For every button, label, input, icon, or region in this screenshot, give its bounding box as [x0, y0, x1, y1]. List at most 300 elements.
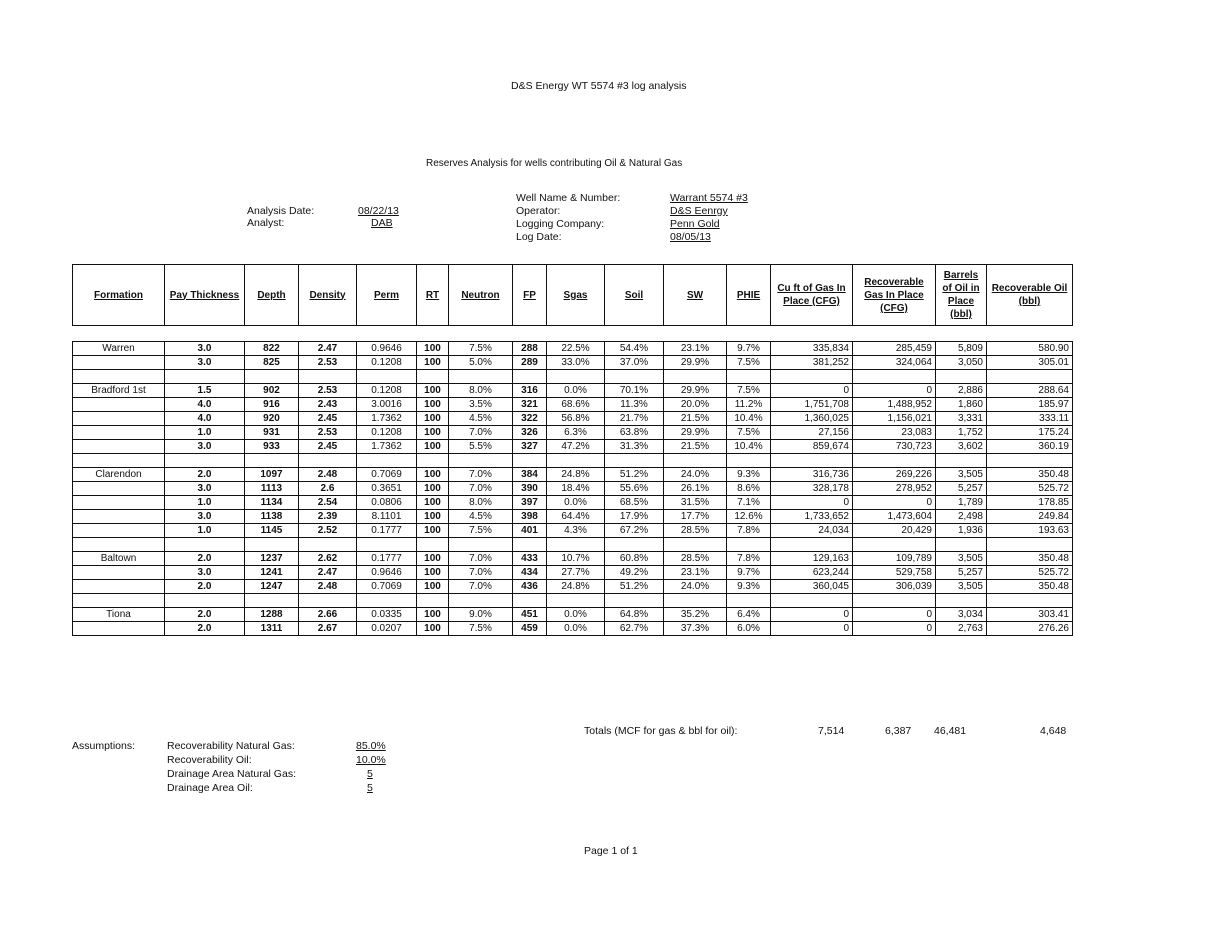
cell-sw — [664, 454, 727, 468]
cell-rt: 100 — [417, 496, 449, 510]
cell-recoverable-oil: 178.85 — [987, 496, 1073, 510]
cell-neutron: 7.0% — [449, 580, 513, 594]
cell-rt: 100 — [417, 482, 449, 496]
well-label: Well Name & Number: — [516, 192, 621, 204]
cell-sgas: 24.8% — [547, 580, 605, 594]
cell-oil-in-place: 1,936 — [936, 524, 987, 538]
cell-recoverable-gas: 0 — [853, 496, 936, 510]
cell-recoverable-gas — [853, 594, 936, 608]
cell-sgas — [547, 594, 605, 608]
cell-sw: 29.9% — [664, 426, 727, 440]
cell-pay-thickness: 4.0 — [165, 398, 245, 412]
cell-depth — [245, 594, 299, 608]
cell-fp: 289 — [513, 356, 547, 370]
cell-phie: 9.7% — [727, 566, 771, 580]
cell-recoverable-oil: 305.01 — [987, 356, 1073, 370]
cell-phie: 9.3% — [727, 580, 771, 594]
cell-recoverable-gas: 730,723 — [853, 440, 936, 454]
table-row — [73, 384, 1073, 398]
cell-fp: 459 — [513, 622, 547, 636]
cell-depth: 902 — [245, 384, 299, 398]
cell-depth: 1134 — [245, 496, 299, 510]
cell-gas-in-place: 1,751,708 — [771, 398, 853, 412]
document-title: D&S Energy WT 5574 #3 log analysis — [511, 80, 687, 92]
cell-rt — [417, 454, 449, 468]
cell-density: 2.66 — [299, 608, 357, 622]
cell-neutron — [449, 370, 513, 384]
cell-formation — [73, 566, 165, 580]
cell-gas-in-place: 0 — [771, 622, 853, 636]
spacer-row — [73, 370, 1073, 384]
table-header — [72, 264, 1073, 326]
cell-fp: 321 — [513, 398, 547, 412]
cell-recoverable-oil: 580.90 — [987, 342, 1073, 356]
cell-depth — [245, 538, 299, 552]
cell-formation: Baltown — [73, 552, 165, 566]
cell-sgas: 22.5% — [547, 342, 605, 356]
cell-neutron: 5.0% — [449, 356, 513, 370]
cell-recoverable-gas: 1,488,952 — [853, 398, 936, 412]
cell-neutron: 9.0% — [449, 608, 513, 622]
cell-soil — [605, 538, 664, 552]
column-header-density: Density — [299, 265, 357, 326]
log-date-label: Log Date: — [516, 231, 562, 243]
cell-perm: 1.7362 — [357, 440, 417, 454]
cell-soil: 54.4% — [605, 342, 664, 356]
cell-rt: 100 — [417, 622, 449, 636]
cell-sgas — [547, 538, 605, 552]
cell-depth: 1311 — [245, 622, 299, 636]
cell-neutron: 7.0% — [449, 552, 513, 566]
cell-density — [299, 594, 357, 608]
cell-recoverable-oil: 333.11 — [987, 412, 1073, 426]
cell-neutron: 7.5% — [449, 524, 513, 538]
cell-perm: 0.1208 — [357, 426, 417, 440]
cell-recoverable-gas: 23,083 — [853, 426, 936, 440]
cell-fp: 390 — [513, 482, 547, 496]
cell-perm: 8.1101 — [357, 510, 417, 524]
assumption-gas-recoverability-value: 85.0% — [356, 740, 386, 752]
spacer-row — [73, 454, 1073, 468]
cell-phie: 7.8% — [727, 552, 771, 566]
cell-phie: 12.6% — [727, 510, 771, 524]
cell-recoverable-gas: 0 — [853, 622, 936, 636]
cell-oil-in-place — [936, 538, 987, 552]
cell-neutron: 4.5% — [449, 510, 513, 524]
table-row — [73, 412, 1073, 426]
cell-formation — [73, 538, 165, 552]
analysis-date-label: Analysis Date: — [247, 205, 315, 217]
cell-rt: 100 — [417, 384, 449, 398]
table-row — [73, 566, 1073, 580]
cell-soil: 60.8% — [605, 552, 664, 566]
cell-soil: 51.2% — [605, 468, 664, 482]
cell-gas-in-place — [771, 594, 853, 608]
reserves-table — [72, 341, 1073, 636]
assumption-oil-drainage-label: Drainage Area Oil: — [167, 782, 253, 794]
cell-perm: 0.9646 — [357, 342, 417, 356]
analyst-value: DAB — [371, 217, 393, 229]
cell-depth: 1247 — [245, 580, 299, 594]
cell-oil-in-place: 3,602 — [936, 440, 987, 454]
cell-pay-thickness: 3.0 — [165, 440, 245, 454]
logging-label: Logging Company: — [516, 218, 605, 230]
cell-oil-in-place: 1,860 — [936, 398, 987, 412]
cell-recoverable-oil: 360.19 — [987, 440, 1073, 454]
cell-recoverable-gas: 0 — [853, 608, 936, 622]
column-header-fp: FP — [513, 265, 547, 326]
cell-pay-thickness: 1.5 — [165, 384, 245, 398]
page-number: Page 1 of 1 — [584, 845, 638, 857]
cell-phie: 7.5% — [727, 384, 771, 398]
cell-depth: 1113 — [245, 482, 299, 496]
table-row — [73, 524, 1073, 538]
cell-density: 2.43 — [299, 398, 357, 412]
cell-fp: 398 — [513, 510, 547, 524]
assumption-gas-recoverability-label: Recoverability Natural Gas: — [167, 740, 295, 752]
cell-recoverable-oil: 288.64 — [987, 384, 1073, 398]
cell-fp: 316 — [513, 384, 547, 398]
cell-density: 2.53 — [299, 356, 357, 370]
cell-neutron: 3.5% — [449, 398, 513, 412]
cell-rt: 100 — [417, 566, 449, 580]
cell-gas-in-place: 328,178 — [771, 482, 853, 496]
cell-pay-thickness: 3.0 — [165, 510, 245, 524]
cell-recoverable-oil — [987, 370, 1073, 384]
cell-neutron — [449, 538, 513, 552]
cell-depth: 822 — [245, 342, 299, 356]
cell-neutron — [449, 454, 513, 468]
cell-oil-in-place: 2,498 — [936, 510, 987, 524]
cell-fp: 433 — [513, 552, 547, 566]
cell-density: 2.52 — [299, 524, 357, 538]
cell-neutron: 7.0% — [449, 426, 513, 440]
header-row — [73, 265, 1073, 326]
cell-perm: 0.1208 — [357, 384, 417, 398]
cell-rt: 100 — [417, 440, 449, 454]
cell-gas-in-place: 623,244 — [771, 566, 853, 580]
cell-oil-in-place — [936, 370, 987, 384]
cell-density: 2.6 — [299, 482, 357, 496]
assumption-oil-recoverability-value: 10.0% — [356, 754, 386, 766]
cell-soil: 11.3% — [605, 398, 664, 412]
cell-recoverable-oil — [987, 454, 1073, 468]
assumption-gas-drainage-value: 5 — [367, 768, 373, 780]
totals-label: Totals (MCF for gas & bbl for oil): — [584, 725, 738, 737]
cell-sw: 31.5% — [664, 496, 727, 510]
cell-neutron: 7.0% — [449, 468, 513, 482]
cell-formation — [73, 496, 165, 510]
cell-oil-in-place: 2,886 — [936, 384, 987, 398]
cell-fp — [513, 538, 547, 552]
cell-sw: 21.5% — [664, 412, 727, 426]
assumption-oil-drainage-value: 5 — [367, 782, 373, 794]
table-row — [73, 440, 1073, 454]
cell-pay-thickness — [165, 538, 245, 552]
cell-oil-in-place: 3,505 — [936, 580, 987, 594]
operator-value: D&S Eenrgy — [670, 205, 728, 217]
cell-density: 2.53 — [299, 426, 357, 440]
cell-depth: 1097 — [245, 468, 299, 482]
total-recoverable-oil: 4,648 — [1040, 725, 1067, 737]
cell-sgas: 68.6% — [547, 398, 605, 412]
cell-density: 2.48 — [299, 468, 357, 482]
table-row — [73, 580, 1073, 594]
cell-fp: 322 — [513, 412, 547, 426]
cell-formation — [73, 524, 165, 538]
cell-soil — [605, 454, 664, 468]
total-oil: 46,481 — [934, 725, 967, 737]
cell-rt — [417, 370, 449, 384]
cell-rt: 100 — [417, 552, 449, 566]
column-header-oil-in-place: Barrels of Oil in Place (bbl) — [936, 265, 987, 326]
cell-depth: 920 — [245, 412, 299, 426]
column-header-formation: Formation — [73, 265, 165, 326]
cell-sgas: 0.0% — [547, 496, 605, 510]
cell-pay-thickness: 1.0 — [165, 496, 245, 510]
cell-oil-in-place: 1,752 — [936, 426, 987, 440]
cell-sw — [664, 538, 727, 552]
cell-gas-in-place: 27,156 — [771, 426, 853, 440]
total-gas: 7,514 — [818, 725, 845, 737]
cell-neutron: 7.5% — [449, 342, 513, 356]
cell-sw: 24.0% — [664, 468, 727, 482]
cell-recoverable-oil: 185.97 — [987, 398, 1073, 412]
cell-sw: 29.9% — [664, 384, 727, 398]
column-header-recoverable-oil: Recoverable Oil (bbl) — [987, 265, 1073, 326]
cell-phie: 11.2% — [727, 398, 771, 412]
cell-soil: 21.7% — [605, 412, 664, 426]
cell-perm: 0.7069 — [357, 468, 417, 482]
cell-perm: 0.1777 — [357, 524, 417, 538]
cell-recoverable-gas: 0 — [853, 384, 936, 398]
cell-pay-thickness: 3.0 — [165, 356, 245, 370]
cell-sw: 20.0% — [664, 398, 727, 412]
cell-gas-in-place: 0 — [771, 608, 853, 622]
cell-gas-in-place: 129,163 — [771, 552, 853, 566]
spacer-row — [73, 538, 1073, 552]
cell-density — [299, 370, 357, 384]
cell-oil-in-place: 5,809 — [936, 342, 987, 356]
cell-rt — [417, 538, 449, 552]
cell-gas-in-place: 24,034 — [771, 524, 853, 538]
cell-soil — [605, 594, 664, 608]
total-recoverable-gas: 6,387 — [885, 725, 912, 737]
cell-fp — [513, 454, 547, 468]
cell-recoverable-oil: 193.63 — [987, 524, 1073, 538]
cell-soil: 67.2% — [605, 524, 664, 538]
cell-pay-thickness: 2.0 — [165, 608, 245, 622]
column-header-pay-thickness: Pay Thickness — [165, 265, 245, 326]
cell-rt: 100 — [417, 398, 449, 412]
cell-depth: 1145 — [245, 524, 299, 538]
cell-gas-in-place — [771, 370, 853, 384]
cell-pay-thickness — [165, 370, 245, 384]
cell-density: 2.53 — [299, 384, 357, 398]
cell-perm — [357, 594, 417, 608]
cell-formation: Bradford 1st — [73, 384, 165, 398]
cell-pay-thickness — [165, 454, 245, 468]
cell-depth: 933 — [245, 440, 299, 454]
cell-phie: 10.4% — [727, 440, 771, 454]
operator-label: Operator: — [516, 205, 561, 217]
cell-sgas: 0.0% — [547, 608, 605, 622]
cell-gas-in-place: 381,252 — [771, 356, 853, 370]
cell-perm: 0.7069 — [357, 580, 417, 594]
column-header-recoverable-gas: Recoverable Gas In Place (CFG) — [853, 265, 936, 326]
cell-fp — [513, 370, 547, 384]
cell-rt: 100 — [417, 426, 449, 440]
cell-perm: 0.0207 — [357, 622, 417, 636]
cell-neutron: 7.0% — [449, 566, 513, 580]
cell-fp: 436 — [513, 580, 547, 594]
cell-gas-in-place: 1,733,652 — [771, 510, 853, 524]
cell-recoverable-gas: 109,789 — [853, 552, 936, 566]
cell-sgas: 33.0% — [547, 356, 605, 370]
cell-fp: 397 — [513, 496, 547, 510]
cell-oil-in-place: 2,763 — [936, 622, 987, 636]
cell-fp: 326 — [513, 426, 547, 440]
log-date-value: 08/05/13 — [670, 231, 711, 243]
cell-perm: 1.7362 — [357, 412, 417, 426]
cell-depth — [245, 370, 299, 384]
cell-phie: 10.4% — [727, 412, 771, 426]
cell-recoverable-oil: 175.24 — [987, 426, 1073, 440]
cell-soil: 68.5% — [605, 496, 664, 510]
cell-rt: 100 — [417, 468, 449, 482]
table-row — [73, 608, 1073, 622]
table-row — [73, 622, 1073, 636]
cell-recoverable-oil — [987, 594, 1073, 608]
cell-depth: 1138 — [245, 510, 299, 524]
cell-recoverable-gas: 269,226 — [853, 468, 936, 482]
cell-formation: Warren — [73, 342, 165, 356]
cell-pay-thickness: 2.0 — [165, 468, 245, 482]
cell-gas-in-place: 0 — [771, 496, 853, 510]
cell-density — [299, 454, 357, 468]
cell-fp: 384 — [513, 468, 547, 482]
cell-perm: 0.1208 — [357, 356, 417, 370]
cell-phie: 6.4% — [727, 608, 771, 622]
cell-sw: 24.0% — [664, 580, 727, 594]
cell-phie: 7.5% — [727, 426, 771, 440]
cell-formation — [73, 510, 165, 524]
cell-sw: 29.9% — [664, 356, 727, 370]
cell-sw: 23.1% — [664, 566, 727, 580]
cell-fp: 288 — [513, 342, 547, 356]
cell-sw: 28.5% — [664, 552, 727, 566]
cell-sgas — [547, 370, 605, 384]
cell-gas-in-place: 360,045 — [771, 580, 853, 594]
cell-fp: 451 — [513, 608, 547, 622]
cell-pay-thickness: 3.0 — [165, 482, 245, 496]
cell-sgas: 10.7% — [547, 552, 605, 566]
cell-oil-in-place: 3,505 — [936, 552, 987, 566]
column-header-gas-in-place: Cu ft of Gas In Place (CFG) — [771, 265, 853, 326]
cell-soil: 62.7% — [605, 622, 664, 636]
cell-rt: 100 — [417, 342, 449, 356]
cell-recoverable-oil: 303.41 — [987, 608, 1073, 622]
cell-oil-in-place: 3,050 — [936, 356, 987, 370]
column-header-perm: Perm — [357, 265, 417, 326]
cell-recoverable-oil: 525.72 — [987, 566, 1073, 580]
cell-soil: 51.2% — [605, 580, 664, 594]
cell-soil: 55.6% — [605, 482, 664, 496]
table-row — [73, 468, 1073, 482]
cell-phie: 7.1% — [727, 496, 771, 510]
cell-sgas: 27.7% — [547, 566, 605, 580]
cell-recoverable-gas — [853, 538, 936, 552]
cell-recoverable-oil: 525.72 — [987, 482, 1073, 496]
cell-depth: 931 — [245, 426, 299, 440]
cell-perm: 0.1777 — [357, 552, 417, 566]
cell-sgas: 24.8% — [547, 468, 605, 482]
cell-soil — [605, 370, 664, 384]
cell-rt: 100 — [417, 608, 449, 622]
document-subtitle: Reserves Analysis for wells contributing Oil & Natural Gas — [426, 158, 683, 169]
table-row — [73, 552, 1073, 566]
cell-phie — [727, 454, 771, 468]
cell-perm: 0.3651 — [357, 482, 417, 496]
column-header-phie: PHIE — [727, 265, 771, 326]
cell-rt: 100 — [417, 510, 449, 524]
cell-oil-in-place — [936, 454, 987, 468]
cell-sw: 17.7% — [664, 510, 727, 524]
cell-sw — [664, 594, 727, 608]
column-header-sw: SW — [664, 265, 727, 326]
cell-sgas: 47.2% — [547, 440, 605, 454]
cell-gas-in-place: 316,736 — [771, 468, 853, 482]
cell-recoverable-oil: 276.26 — [987, 622, 1073, 636]
cell-formation — [73, 398, 165, 412]
cell-rt: 100 — [417, 580, 449, 594]
cell-perm — [357, 538, 417, 552]
cell-density: 2.39 — [299, 510, 357, 524]
cell-fp: 401 — [513, 524, 547, 538]
cell-sw: 37.3% — [664, 622, 727, 636]
cell-density: 2.45 — [299, 412, 357, 426]
cell-density: 2.47 — [299, 566, 357, 580]
cell-soil: 70.1% — [605, 384, 664, 398]
cell-soil: 17.9% — [605, 510, 664, 524]
cell-gas-in-place: 0 — [771, 384, 853, 398]
cell-recoverable-gas — [853, 454, 936, 468]
cell-pay-thickness: 3.0 — [165, 342, 245, 356]
analyst-label: Analyst: — [247, 217, 285, 229]
cell-pay-thickness: 4.0 — [165, 412, 245, 426]
cell-fp: 434 — [513, 566, 547, 580]
cell-neutron — [449, 594, 513, 608]
cell-depth: 825 — [245, 356, 299, 370]
cell-sgas: 0.0% — [547, 622, 605, 636]
cell-recoverable-gas: 324,064 — [853, 356, 936, 370]
cell-depth: 1288 — [245, 608, 299, 622]
logging-value: Penn Gold — [670, 218, 720, 230]
table-row — [73, 342, 1073, 356]
cell-recoverable-gas: 529,758 — [853, 566, 936, 580]
cell-sw: 28.5% — [664, 524, 727, 538]
cell-formation — [73, 440, 165, 454]
cell-formation — [73, 482, 165, 496]
cell-recoverable-gas — [853, 370, 936, 384]
table-row — [73, 482, 1073, 496]
cell-phie — [727, 538, 771, 552]
cell-oil-in-place: 1,789 — [936, 496, 987, 510]
cell-recoverable-gas: 1,156,021 — [853, 412, 936, 426]
cell-formation — [73, 454, 165, 468]
cell-neutron: 7.5% — [449, 622, 513, 636]
cell-sw: 35.2% — [664, 608, 727, 622]
